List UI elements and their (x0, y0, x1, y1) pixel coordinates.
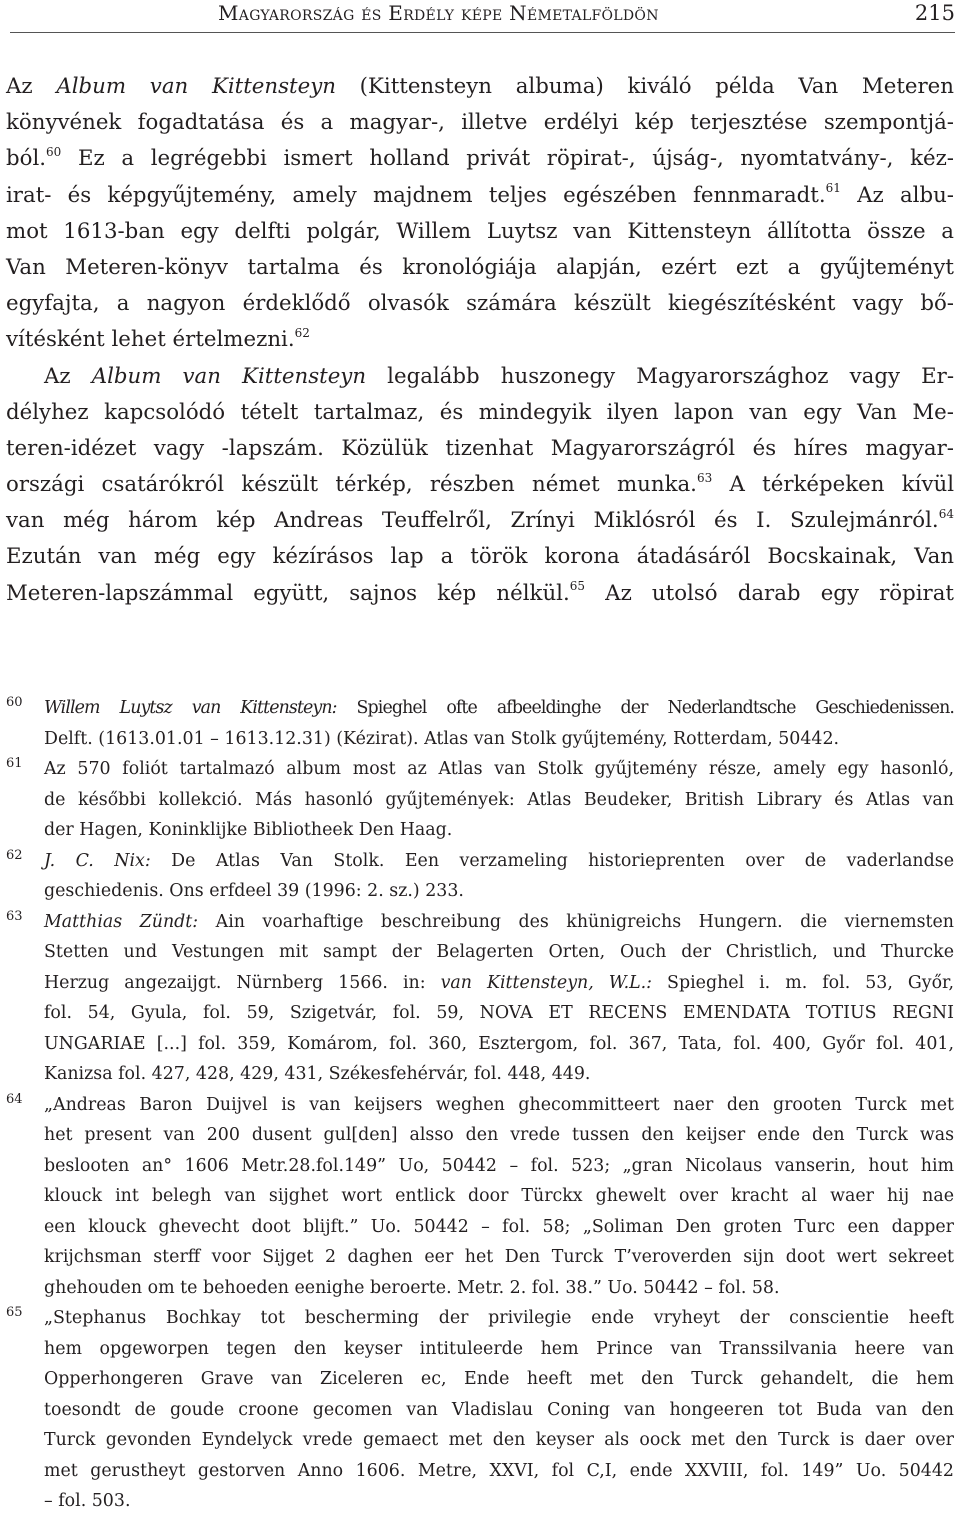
body-line (6, 503, 954, 539)
footnote-line (44, 1395, 954, 1426)
body-line (6, 431, 954, 467)
footnote-line (44, 1242, 954, 1273)
body-line (6, 105, 954, 141)
body-line (6, 576, 954, 612)
text-run: országi csatárókról készült térkép, részben német munka. (6, 472, 697, 498)
text-run: mot 1613-ban egy delfti polgár, Willem Luytsz van Kittensteyn állította össze a (6, 218, 954, 244)
text-run: Az utolsó darab egy röpirat (585, 580, 954, 606)
text-run: van még három kép Andreas Teuffelről, Zrínyi Miklósról és I. Szulejmánról. (6, 508, 939, 534)
running-title: Magyarország és Erdély képe Németalföldön (218, 1, 659, 25)
footnote-line (44, 1456, 954, 1487)
text-run: Kanizsa fol. 427, 428, 429, 431, Székesfehérvár, fol. 448, 449. (44, 1064, 591, 1084)
footnote-number: 60 (6, 695, 23, 710)
footnote-line (44, 693, 954, 724)
body-line (6, 69, 954, 105)
text-run: irat- és képgyűjtemény, amely majdnem teljes egészében fennmaradt. (6, 182, 826, 208)
footnote-line (44, 1303, 954, 1334)
footnote (6, 1303, 954, 1517)
body-line (6, 467, 954, 503)
footnote-line (44, 815, 954, 846)
text-run: ghehouden om te behoeden eenighe beroerte. Metr. 2. fol. 38.” Uo. 50442 – fol. 58. (44, 1277, 780, 1298)
footnote-line (44, 1059, 954, 1090)
footnote-line (44, 1090, 954, 1121)
footnote-line (44, 1334, 954, 1365)
footnote-number: 65 (6, 1305, 23, 1320)
text-run: „Stephanus Bochkay tot bescherming der privilegie ende vryheyt der conscientie heeft (44, 1308, 954, 1328)
running-header (0, 0, 960, 30)
footnote-line (44, 968, 954, 999)
footnote (6, 754, 954, 846)
text-run: krijchsman sterff voor Sijget 2 daghen eer het Den Turck T’veroverden sijn doot wert sekreet (44, 1247, 954, 1267)
footnote-line (44, 937, 954, 968)
text-run: geschiedenis. Ons erfdeel 39 (1996: 2. sz.) 233. (44, 881, 464, 901)
footnote-number: 64 (6, 1091, 23, 1107)
text-run: könyvének fogadtatása és a magyar-, illetve erdélyi kép terjesztése szempontjá- (6, 110, 954, 136)
text-run: hem opgeworpen tegen den keyser intituleerde hem Prince van Transsilvania heere van (44, 1338, 954, 1359)
text-run: klouck int belegh van sijghet wort entlick door Türckx ghewelt over kracht al waer hij nae (44, 1186, 954, 1206)
italic-text: J. C. Nix: (44, 850, 151, 871)
text-run: Van Meteren-könyv tartalma és kronológiája alapján, ezért ezt a gyűjteményt (6, 254, 954, 280)
text-run: Opperhongeren Grave van Ziceleren ec, Ende heeft met den Turck gehandelt, die hem (44, 1369, 954, 1389)
footnote-line (44, 1181, 954, 1212)
footnote (6, 1090, 954, 1304)
footnote-reference: 65 (569, 579, 586, 594)
text-run: Turck gevonden Eyndelyck vrede gemaect met den keyser als oock met den Turck is daer over (44, 1430, 954, 1450)
body-text (6, 69, 954, 612)
text-run: toesondt de goude croone gecomen van Vladislau Coning van hongeeren tot Buda van den (44, 1399, 954, 1420)
footnote-line (44, 1212, 954, 1243)
footnote-number: 61 (6, 756, 23, 771)
footnote-line (44, 1120, 954, 1151)
text-run: (Kittensteyn albuma) kiváló példa Van Meteren (335, 74, 954, 99)
footnote-reference: 63 (696, 470, 713, 485)
footnote-reference: 61 (825, 181, 841, 196)
footnote-line (44, 998, 954, 1029)
italic-text: Matthias Zündt: (44, 911, 199, 932)
body-line (6, 250, 954, 286)
footnote-line (44, 1273, 954, 1304)
page-number: 215 (914, 1, 955, 25)
text-run: met gerustheyt gestorven Anno 1606. Metre, XXVI, fol C,I, ende XXVIII, fol. 149” Uo. 50442 (44, 1460, 954, 1481)
text-run: Ain voarhaftige beschreibung des khünigreichs Hungern. die viernemsten (198, 911, 955, 932)
text-run: Spieghel ofte afbeeldinghe der Nederlandtsche Geschiedenissen. (336, 698, 954, 718)
text-run: „Andreas Baron Duijvel is van keijsers weghen ghecommitteert naer den grooten Turck met (44, 1094, 954, 1115)
text-run: A térképeken kívül (712, 472, 955, 498)
text-run: UNGARIAE [...] fol. 359, Komárom, fol. 360, Esztergom, fol. 367, Tata, fol. 400, Győr fol. 401, (44, 1033, 954, 1054)
footnote-line (44, 876, 954, 907)
footnote-reference: 64 (938, 506, 954, 521)
text-run: Spieghel i. m. fol. 53, Győr, (652, 972, 954, 993)
footnote-line (44, 754, 954, 785)
text-run: het present van 200 dusent gul[den] alsso den vrede tussen den keijser ende den Turck was (44, 1125, 954, 1145)
footnote-line (44, 846, 954, 877)
footnote-number: 63 (6, 908, 23, 924)
text-run: Az (6, 74, 57, 99)
text-run: egyfajta, a nagyon érdeklődő olvasók számára készült kiegészítésként vagy bő- (6, 291, 954, 317)
body-line (6, 286, 954, 322)
footnote (6, 693, 954, 754)
text-run: fol. 54, Gyula, fol. 59, Szigetvár, fol. 59, NOVA ET RECENS EMENDATA TOTIUS REGNI (44, 1003, 954, 1023)
footnote-number: 62 (6, 847, 23, 863)
text-run: – fol. 503. (44, 1491, 131, 1511)
footnote-line (44, 1029, 954, 1060)
footnote-line (44, 1486, 954, 1517)
footnote (6, 907, 954, 1090)
footnote-line (44, 724, 954, 755)
footnote-line (44, 907, 954, 938)
text-run: Meteren-lapszámmal együtt, sajnos kép nélkül. (6, 580, 570, 606)
text-run: Stetten und Vestungen mit sampt der Belagerten Orten, Ouch der Christlich, und Thurcke (44, 942, 954, 962)
text-run: teren-idézet vagy -lapszám. Közülük tizenhat Magyarországról és híres magyar- (6, 435, 954, 461)
footnote-line (44, 1425, 954, 1456)
body-line (6, 359, 954, 395)
text-run: vítésként lehet értelmezni. (6, 327, 295, 353)
footnote-reference: 60 (46, 145, 62, 160)
header-rule (10, 32, 955, 33)
text-run: Delft. (1613.01.01 – 1613.12.31) (Kézirat). Atlas van Stolk gyűjtemény, Rotterdam, 50442. (44, 728, 840, 749)
italic-text: Album van Kittensteyn (91, 363, 367, 389)
body-line (6, 178, 954, 214)
footnotes (6, 693, 954, 1517)
text-run: ból. (6, 146, 47, 172)
text-run: Az albu- (840, 182, 954, 208)
text-run: délyhez kapcsolódó tételt tartalmaz, és mindegyik ilyen lapon van egy Van Me- (6, 399, 954, 425)
text-run: der Hagen, Koninklijke Bibliotheek Den Haag. (44, 820, 453, 840)
text-run: Az 570 foliót tartalmazó album most az Atlas van Stolk gyűjtemény része, amely egy hasonló, (44, 759, 954, 779)
body-line (6, 322, 954, 358)
footnote-line (44, 1151, 954, 1182)
text-run: Ez a legrégebbi ismert holland privát röpirat-, újság-, nyomtatvány-, kéz- (61, 146, 954, 172)
italic-text: van Kittensteyn, W.L.: (440, 972, 653, 993)
body-line (6, 539, 954, 575)
italic-text: Willem Luytsz van Kittensteyn: (44, 698, 337, 718)
text-run: Az (44, 363, 92, 389)
text-run: beslooten an° 1606 Metr.28.fol.149” Uo, 50442 – fol. 523; „gran Nicolaus vanserin, hout him (44, 1155, 954, 1176)
text-run: Ezután van még egy kézírásos lap a török korona átadásáról Bocskainak, Van (6, 544, 954, 570)
text-run: legalább huszonegy Magyarországhoz vagy Er- (366, 363, 955, 389)
footnote (6, 846, 954, 907)
italic-text: Album van Kittensteyn (56, 74, 336, 99)
text-run: de későbbi kollekció. Más hasonló gyűjtemények: Atlas Beudeker, British Library és Atlas van (44, 789, 954, 810)
text-run: De Atlas Van Stolk. Een verzameling historieprenten over de vaderlandse (150, 850, 954, 871)
footnote-line (44, 785, 954, 816)
body-line (6, 395, 954, 431)
footnote-line (44, 1364, 954, 1395)
text-run: Herzug angezaijgt. Nürnberg 1566. in: (44, 972, 441, 993)
footnote-reference: 62 (294, 326, 310, 341)
body-line (6, 214, 954, 250)
body-line (6, 141, 954, 177)
text-run: een klouck ghevecht doot blijft.” Uo. 50442 – fol. 58; „Soliman Den groten Turc een dapper (44, 1216, 954, 1237)
